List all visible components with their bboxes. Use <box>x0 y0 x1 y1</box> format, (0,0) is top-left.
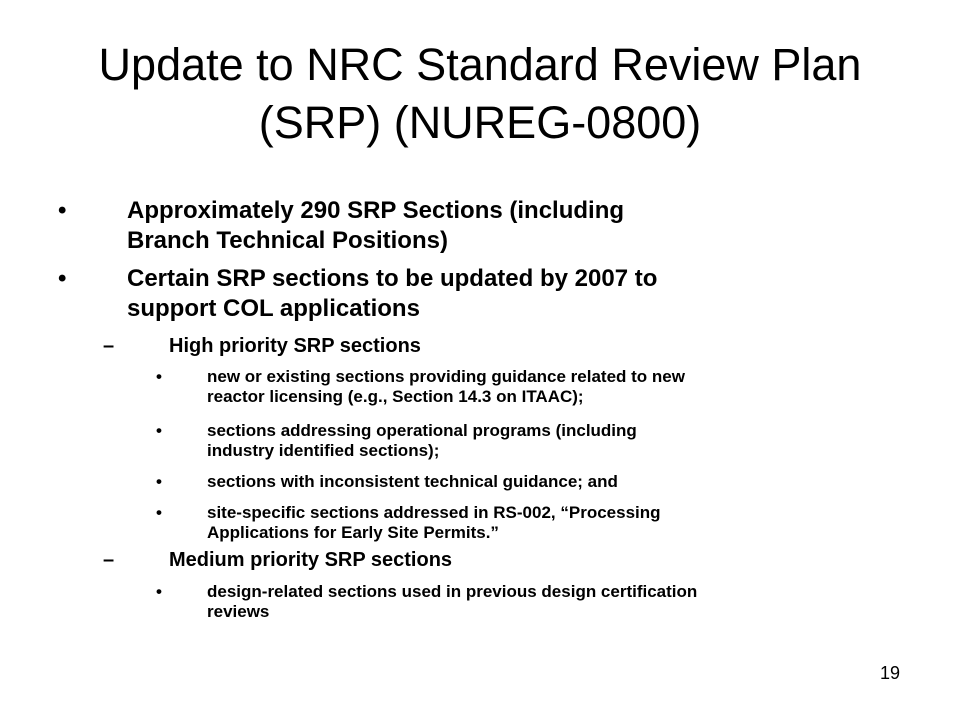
bullet-icon: • <box>58 197 67 224</box>
sub-sub-bullet-text: reviews <box>207 602 270 621</box>
sub-sub-bullet-text: sections with inconsistent technical guidance; and <box>207 472 618 491</box>
dash-icon: – <box>103 549 115 571</box>
bullet-item-text: Approximately 290 SRP Sections (including <box>127 197 625 224</box>
sub-bullet-text: High priority SRP sections <box>169 335 421 357</box>
sub-sub-bullet-text: reactor licensing (e.g., Section 14.3 on ITAAC); <box>207 387 584 406</box>
sub-sub-bullet-text: new or existing sections providing guidance related to new <box>207 367 685 386</box>
bullet-icon: • <box>58 265 67 292</box>
bullet-item-text: Branch Technical Positions) <box>127 227 448 254</box>
bullet-icon: • <box>156 367 162 386</box>
sub-sub-bullet-text: site-specific sections addressed in RS-002, “Processing <box>207 503 661 522</box>
bullet-item-text: support COL applications <box>127 295 420 322</box>
sub-sub-bullet-text: design-related sections used in previous design certification <box>207 582 698 601</box>
dash-icon: – <box>103 335 115 357</box>
bullet-icon: • <box>156 503 162 522</box>
sub-bullet-text: Medium priority SRP sections <box>169 549 453 571</box>
bullet-icon: • <box>156 472 162 491</box>
slide-title: Update to NRC Standard Review Plan (SRP) (NUREG-0800) <box>98 39 862 148</box>
bullet-item-text: Certain SRP sections to be updated by 2007 to <box>127 265 658 292</box>
page-number: 19 <box>879 663 901 683</box>
sub-sub-bullet-text: sections addressing operational programs (including <box>207 421 637 440</box>
sub-sub-bullet-text: industry identified sections); <box>207 441 440 460</box>
bullet-icon: • <box>156 582 162 601</box>
bullet-icon: • <box>156 421 162 440</box>
sub-sub-bullet-text: Applications for Early Site Permits.” <box>207 523 499 542</box>
